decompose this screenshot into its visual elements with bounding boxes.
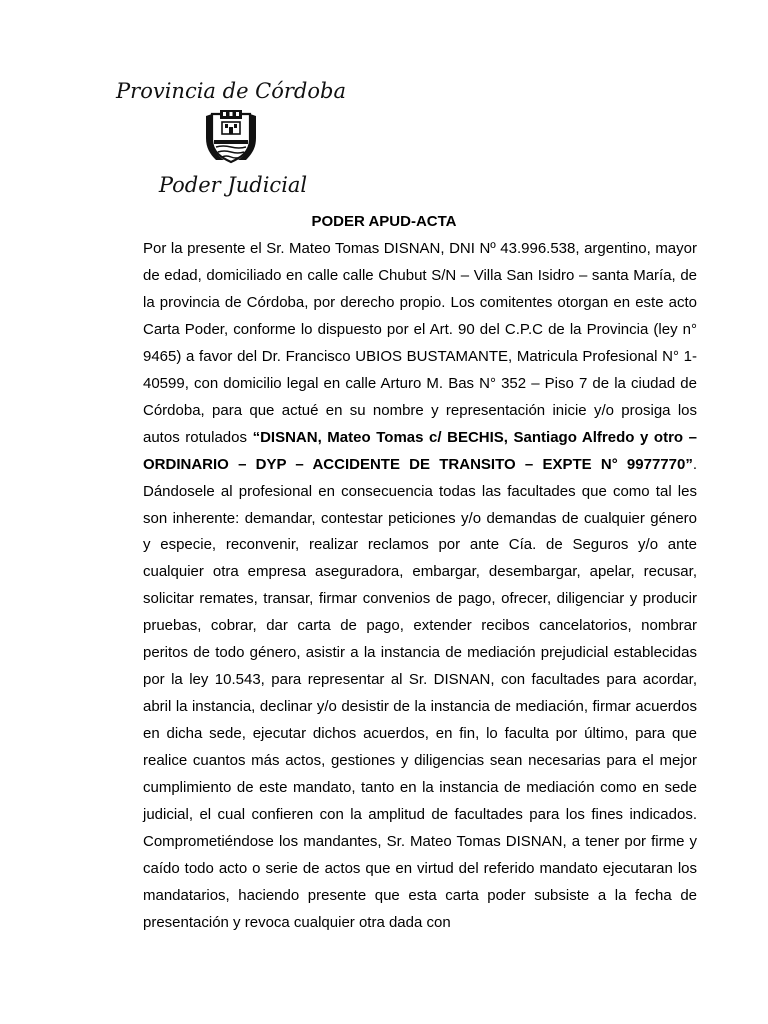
body-text-part2: . Dándosele al profesional en consecuencia todas las facultades que como tal les son inherente: demandar, contestar peticiones y/o demandas de cualquier género y especie, reconvenir, realizar reclamos por ante Cía. de Seguros y/o ante cualquier otra empresa aseguradora, embargar, desembargar, apelar, recusar, solicitar remates, transar, firmar convenios de pago, ofrecer, diligenciar y producir pruebas, cobrar, dar carta de pago, extender recibos cancelatorios, nombrar peritos de todo género, asistir a la instancia de mediación prejudicial establecidas por la ley 10.543, para representar al Sr. DISNAN, con facultades para acordar, abril la instancia, declinar y/o desistir de la instancia de mediación, firmar acuerdos en dicha sede, ejecutar dichos acuerdos, en fin, lo faculta por último, para que realice cuantos más actos, gestiones y diligencias sean necesarias para el mejor cumplimiento de este mandato, tanto en la instancia de mediación como en sede judicial, el cual confieren con la amplitud de facultades para los fines indicados. Comprometiéndose los mandantes, Sr. Mateo Tomas DISNAN, a tener por firme y caído todo acto o serie de actos que en virtud del referido mandato ejecutaran los mandatarios, haciendo presente que esta carta poder subsiste a la fecha de presentación y revoca cualquier otra dada con — [143, 455, 697, 931]
document-title: PODER APUD-ACTA — [311, 213, 457, 230]
case-title: “DISNAN, Mateo Tomas c/ BECHIS, Santiago Alfredo y otro – ORDINARIO – DYP – ACCIDENTE DE TRANSITO – EXPTE N° 9977770” — [143, 428, 697, 473]
provincia-cordoba-seal — [116, 74, 346, 202]
svg-text:Provincia de Córdoba: Provincia de Córdoba — [116, 79, 346, 103]
document-body — [143, 236, 697, 937]
coat-of-arms-icon — [206, 110, 256, 162]
body-text-part1: Por la presente el Sr. Mateo Tomas DISNAN, DNI Nº 43.996.538, argentino, mayor de edad, domiciliado en calle calle Chubut S/N – Villa San Isidro – santa María, de la provincia de Córdoba, por derecho propio. Los comitentes otorgan en este acto Carta Poder, conforme lo dispuesto por el Art. 90 del C.P.C de la Provincia (ley n° 9465) a favor del Dr. Francisco UBIOS BUSTAMANTE, Matricula Profesional N° 1-40599, con domicilio legal en calle Arturo M. Bas N° 352 – Piso 7 de la ciudad de Córdoba, para que actué en su nombre y representación inicie y/o prosiga los autos rotulados — [143, 240, 697, 446]
svg-text:Poder Judicial: Poder Judicial — [158, 173, 308, 197]
